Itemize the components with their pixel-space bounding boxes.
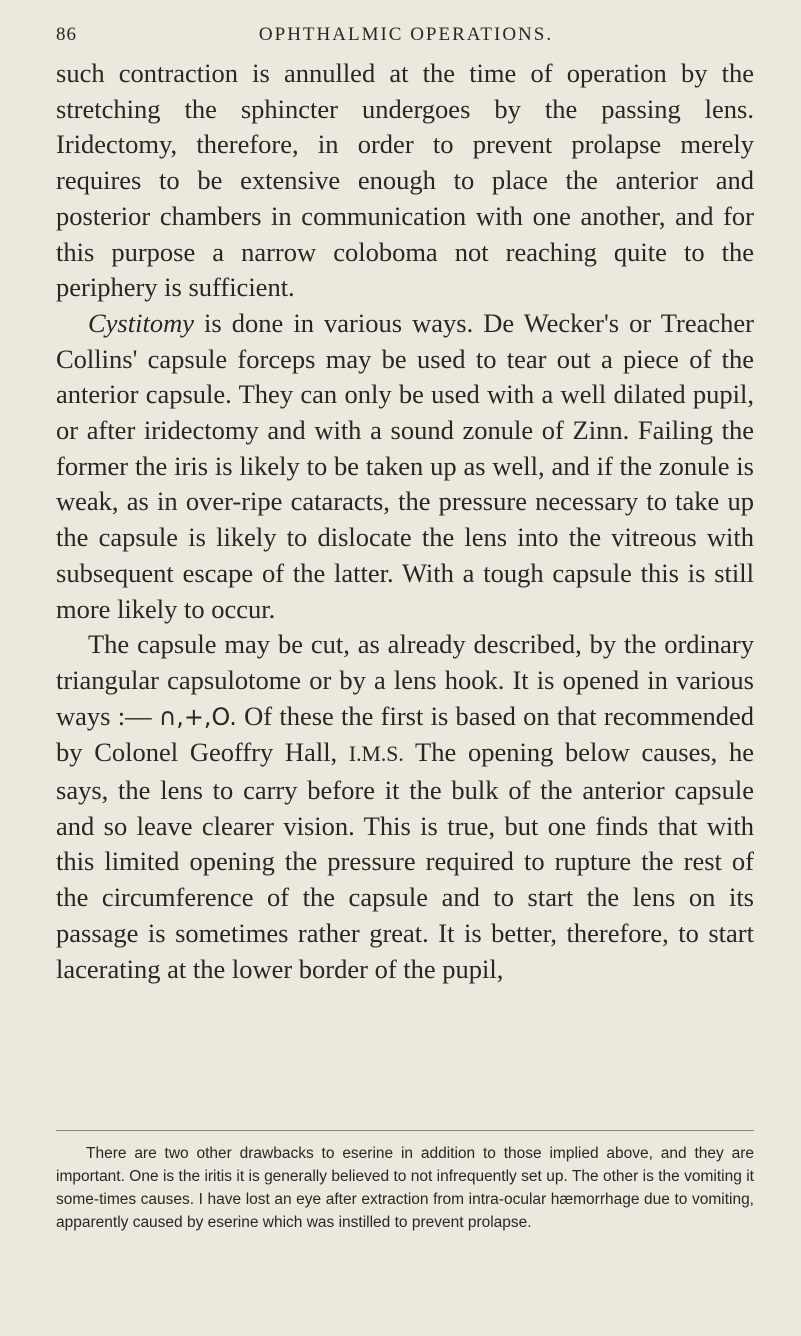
paragraph-3-text-b: Of these the first is based on that recommended by Colonel Geoffry Hall, [56,700,755,768]
running-head: OPHTHALMIC OPERATIONS. [258,24,554,45]
paragraph-3-text-c: The opening below causes, he says, the lens to carry before it the bulk of the anterior capsule and so leave clearer vision. This is true, but one finds that with this limited opening the pressure required to rupture the rest of the circumference of the capsule and to start the lens on its passage is sometimes rather great. It is better, therefore, to start lacerating at the lower border of the pupil, [56,737,755,984]
paragraph-2 [56,306,754,627]
paragraph-3 [56,627,754,987]
footnote-divider [56,1130,754,1131]
footnote-text: There are two other drawbacks to eserine in addition to those implied above, and they are important. One is the iritis it is generally believed to not infrequently set up. The other is the vomiting it some-times causes. I have lost an eye after extraction from intra-ocular hæmorrhage due to vomiting, apparently caused by eserine which was instilled to prevent prolapse. [56,1145,754,1231]
incision-symbols: ∩,+,O. [158,702,237,731]
footnote [56,1142,754,1234]
paragraph-3-text-a: The capsule may be cut, as already described, by the ordinary triangular capsulotome or by a lens hook. It is opened in various ways :— [56,629,754,731]
cystitomy-term: Cystitomy [88,307,194,338]
body-text [56,56,754,987]
page-header [56,16,756,56]
paragraph-2-text: is done in various ways. De Wecker's or Treacher Collins' capsule forceps may be used to tear out a piece of the anterior capsule. They can only be used with a well dilated pupil, or after iridectomy and with a sound zonule of Zinn. Failing the former the iris is likely to be taken up as well, and if the zonule is weak, as in over-ripe cataracts, the pressure necessary to take up the capsule is likely to dislocate the lens into the vitreous with subsequent escape of the latter. With a tough capsule this is still more likely to occur. [56,307,754,624]
paragraph-1: such contraction is annulled at the time of operation by the stretching the sphincter undergoes by the passing lens. Iridectomy, therefore, in order to prevent prolapse merely requires to be extensive enough to place the anterior and posterior chambers in communication with one another, and for this purpose a narrow coloboma not reaching quite to the periphery is sufficient. [56,58,754,303]
page-number: 86 [56,24,77,45]
rank-abbreviation: I.M.S. [348,742,404,767]
